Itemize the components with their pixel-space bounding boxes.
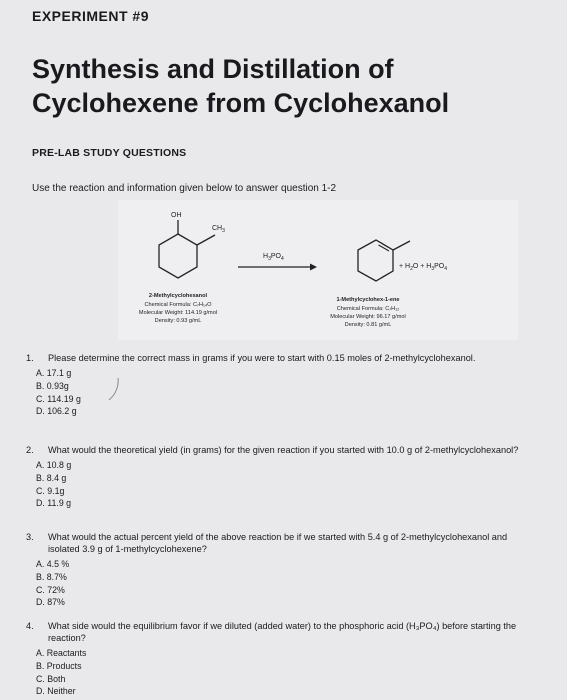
question-number: 4.: [26, 621, 34, 631]
product-density: Density: 0.81 g/mL: [344, 322, 392, 328]
product-name: 1-Methylcyclohex-1-ene: [336, 297, 400, 303]
option-a[interactable]: A. 17.1 g: [36, 368, 72, 378]
question-text: What would the theoretical yield (in grams) for the given reaction if you started with 10.0 g of 2-methylcyclohexanol?: [48, 445, 519, 455]
option-c[interactable]: C. Both: [36, 673, 66, 684]
question-number: 1.: [26, 353, 34, 363]
option-a[interactable]: A. Reactants: [36, 648, 87, 658]
option-c[interactable]: C. 9.1g: [36, 485, 65, 496]
reaction-scheme: [118, 200, 518, 340]
question-2: [26, 444, 556, 458]
question-text: [48, 620, 558, 644]
option-a[interactable]: A. 4.5 %: [36, 559, 70, 569]
question-1: [26, 352, 556, 366]
hydroxyl-label: OH: [171, 212, 182, 219]
methyl-label: $CH_3$: [212, 225, 225, 234]
reactant-density: Density: 0.93 g/mL: [154, 318, 202, 324]
reactant-mw: Molecular Weight: 114.19 g/mol: [138, 310, 218, 316]
option-d[interactable]: D. 11.9 g: [36, 498, 72, 509]
pencil-mark: [106, 376, 126, 402]
question-3: [26, 531, 556, 557]
question-3-options: [36, 558, 69, 609]
question-4-options: [36, 647, 86, 698]
option-b[interactable]: B. 8.7%: [36, 571, 67, 582]
reactant-name: 2-Methylcyclohexanol: [148, 293, 208, 299]
experiment-label: EXPERIMENT #9: [32, 8, 149, 24]
product-formula: Chemical Formula: C₇H₁₂: [336, 306, 400, 312]
option-d[interactable]: D. 106.2 g: [36, 406, 77, 417]
option-b[interactable]: B. Products: [36, 660, 82, 671]
question-text: [48, 531, 558, 555]
question-number: 2.: [26, 445, 34, 455]
page-title: [32, 52, 449, 120]
question-text: Please determine the correct mass in grams if you were to start with 0.15 moles of 2-methylcyclohexanol.: [48, 353, 476, 363]
section-subtitle: PRE-LAB STUDY QUESTIONS: [32, 147, 187, 159]
catalyst-label: $H_3PO_4$: [263, 253, 284, 262]
title-line-2: Cyclohexene from Cyclohexanol: [32, 88, 450, 118]
question-1-options: [36, 367, 81, 418]
question-text-line-2: isolated 3.9 g of 1-methylcyclohexene?: [48, 544, 207, 554]
option-a[interactable]: A. 10.8 g: [36, 460, 72, 470]
option-c[interactable]: C. 72%: [36, 584, 65, 595]
question-text-line-2: reaction?: [48, 633, 86, 643]
product-mw: Molecular Weight: 96.17 g/mol: [330, 314, 406, 320]
reactant-formula: Chemical Formula: C₇H₁₄O: [144, 302, 212, 308]
option-c[interactable]: C. 114.19 g: [36, 393, 81, 404]
intro-text: Use the reaction and information given below to answer question 1-2: [32, 183, 337, 194]
option-b[interactable]: B. 8.4 g: [36, 472, 67, 483]
option-d[interactable]: D. Neither: [36, 686, 76, 697]
title-line-1: Synthesis and Distillation of: [32, 54, 394, 84]
side-products: + $H_2O + H_3PO_4$: [399, 263, 448, 272]
question-text-line-1: What side would the equilibrium favor if we diluted (added water) to the phosphoric acid (H₃PO₄) before starting the: [48, 621, 517, 631]
question-4: [26, 620, 556, 646]
question-number: 3.: [26, 532, 34, 542]
question-2-options: [36, 459, 71, 510]
question-text-line-1: What would the actual percent yield of the above reaction be if we started with 5.4 g of 2-methylcyclohexanol and: [48, 532, 508, 542]
option-b[interactable]: B. 0.93g: [36, 380, 69, 391]
option-d[interactable]: D. 87%: [36, 597, 65, 608]
